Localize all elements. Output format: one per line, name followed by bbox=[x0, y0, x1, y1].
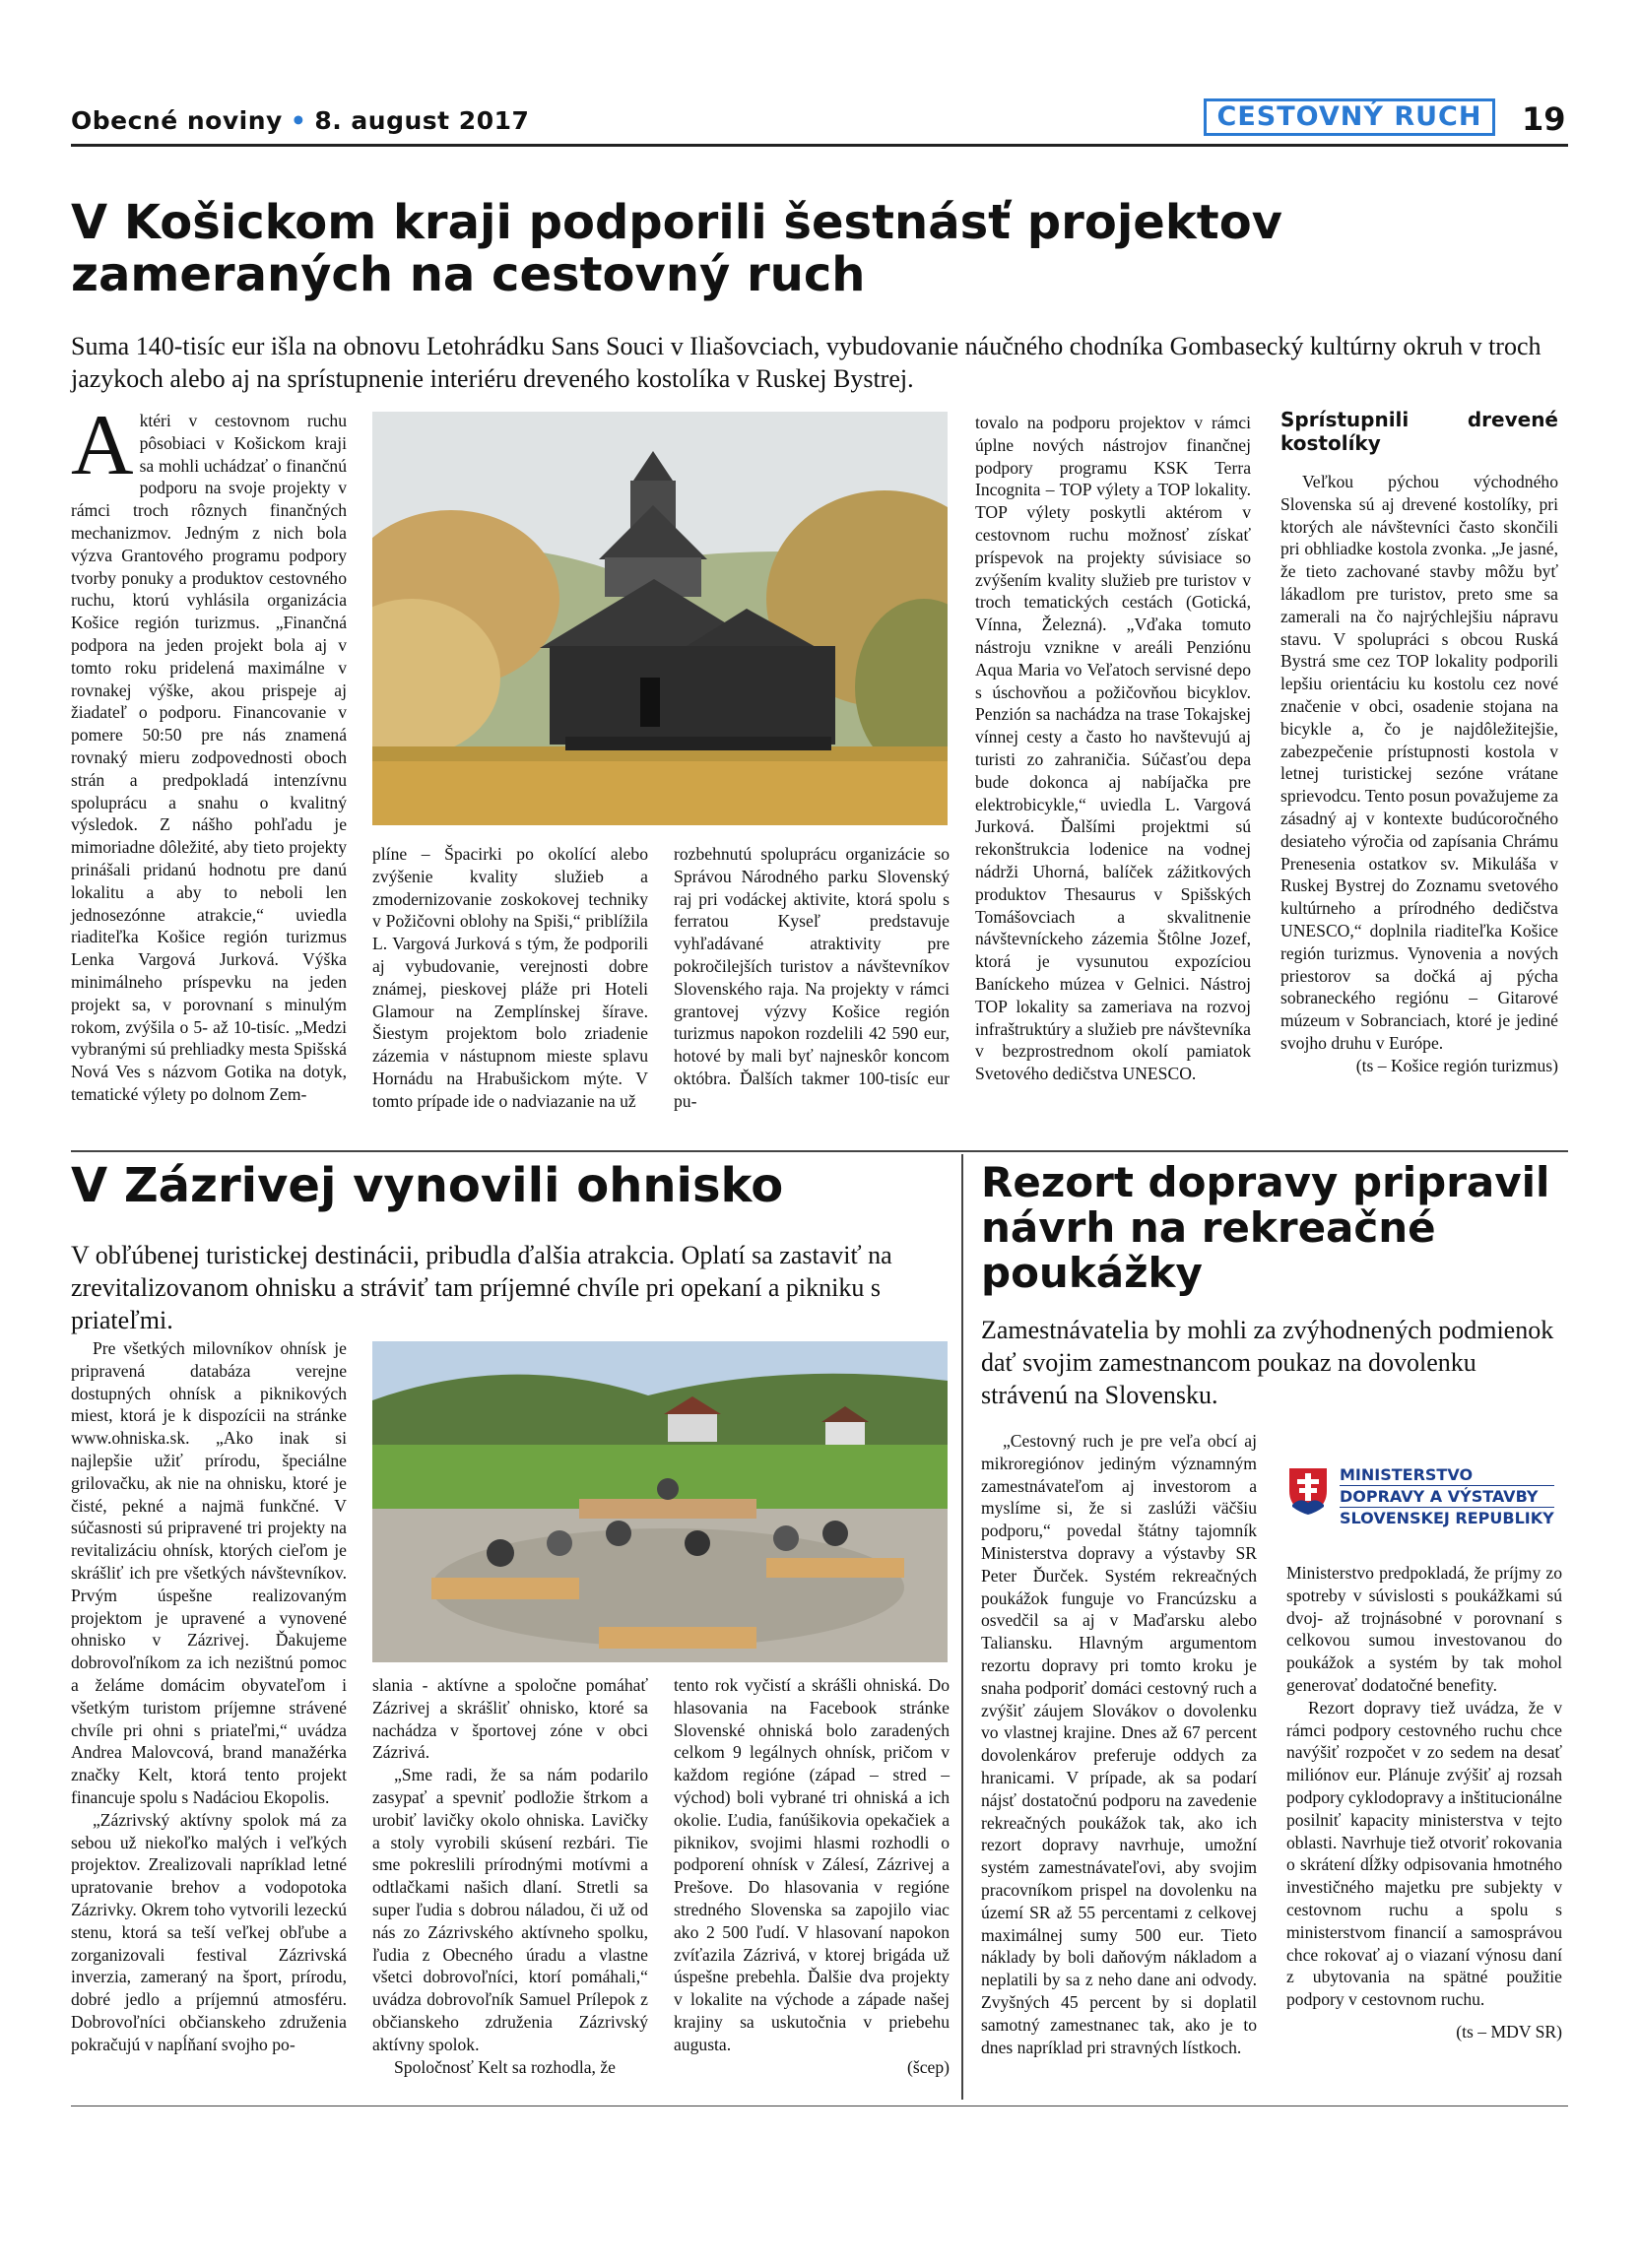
wooden-church-photo bbox=[372, 412, 948, 825]
bullet-separator: • bbox=[290, 106, 307, 135]
article3-col2-p1: Ministerstvo predpokladá, že príjmy zo spotreby v súvislosti s poukážkami sú dvoj- až trojnásobné v porovnaní s celkovou sumou investovanou do poukážok a systém by tak mohol generovať dodatočné benefity. bbox=[1286, 1563, 1562, 1695]
section-label: CESTOVNÝ RUCH bbox=[1204, 98, 1495, 136]
article2-column-2 bbox=[372, 1674, 648, 2078]
article2-col2-p1: slania - aktívne a spoločne pomáhať Zázrivej a skrášliť ohnisko, ktoré sa nachádza v športovej zóne v obci Zázrivá. bbox=[372, 1675, 648, 1763]
article1-col1-text: ktéri v cestovnom ruchu pôsobiaci v Košickom kraji sa mohli uchádzať o finančnú podporu na svoje projekty v rámci troch rôznych finančných mechanizmov. Jedným z nich bola výzva Grantového programu podpory tvorby ponuky a produktov cestovného ruchu, ktorú vyhlásila organizácia Košice región turizmus. „Finančná podpora na jeden projekt bola aj v tomto roku pridelená maximálne v rovnakej výške, akou prispeje aj žiadateľ o podporu. Financovanie v pomere 50:50 pre nás znamená rovnaký mieru zodpovednosti oboch strán a predpokladá intenzívnu spoluprácu a snahu o kvalitný výsledok. Z nášho pohľadu je mimoriadne dôležité, aby tieto projekty prinášali pridanú hodnotu pre danú lokalitu a aby to neboli len jednosezónne atrakcie,“ uviedla riaditeľka Košice región turizmus Lenka Vargová Jurková. Výška minimálneho príspevku na jeden projekt sa, v porovnaní s minulým rokom, zvýšila o 5- až 10-tisíc. „Medzi vybranými sú prehliadky mesta Spišská Nová Ves s názvom Gotika na dotyk, tematické výlety po dolnom Zem- bbox=[71, 411, 347, 1104]
drop-cap: A bbox=[71, 398, 134, 493]
article3-signature: (ts – MDV SR) bbox=[1456, 2021, 1562, 2041]
logo-line-3: SLOVENSKEJ REPUBLIKY bbox=[1340, 1509, 1554, 1527]
article1-signature: (ts – Košice región turizmus) bbox=[1355, 1055, 1558, 1075]
fireplace-photo bbox=[372, 1341, 948, 1662]
article3-col2-p2: Rezort dopravy tiež uvádza, že v rámci podpory cestovného ruchu chce navýšiť rozpočet v zo sedem na desať miliónov eur. Plánuje zvýšiť aj rozsah podpory cyklodopravy a inštitucionálne posilniť kapacity ministerstva v tejto oblasti. Navrhuje tiež otvoriť rokovania o skrátení dĺžky odpisovania hmotného investičného majetku pre subjekty v cestovnom ruchu a spolu s ministerstvom financií a samosprávou chce rokovať aj o viazaní výnosu daní z ubytovania na spätné použitie podpory v cestovnom ruchu. bbox=[1286, 1697, 1562, 2010]
sidebar-title: Sprístupnili drevené kostolíky bbox=[1280, 408, 1558, 455]
article3-lead: Zamestnávatelia by mohli za zvýhodnených podmienok dať svojim zamestnancom poukaz na dovolenku strávenú na Slovensku. bbox=[981, 1316, 1554, 1409]
section-divider bbox=[71, 1150, 1568, 1152]
ministry-logo-text bbox=[1340, 1465, 1554, 1529]
article2-col1-p1: Pre všetkých milovníkov ohnísk je pripravená databáza verejne dostupných ohnísk a piknikových miest, ktorá je k dispozícii na stránke www.ohniska.sk. „Ako inak si najlepšie užiť prírodu, špeciálne grilovačku, ak nie na ohnisku, ktoré je čisté, pekné a najmä funkčné. V súčasnosti sú pripravené tri projekty na revitalizáciu ohnísk, ktorých cieľom je skrášliť ich pre všetkých návštevníkov. Prvým úspešne realizovaným projektom je upravené a vynovené ohnisko v Zázrivej. Ďakujeme dobrovoľníkom za ich nezištnú pomoc a želáme domácim obyvateľom i všetkým turistom príjemne strávené chvíle pri ohni s priateľmi,“ uvádza Andrea Malovcová, brand manažérka značky Kelt, ktorá tento projekt financuje spolu s Nadáciou Ekopolis. bbox=[71, 1338, 347, 1807]
article1-column-2: plíne – Špacirki po okolící alebo zvýšenie kvality služieb a zmodernizovanie zoskokovej techniky v Požičovni oblohy na Spiši,“ priblížila L. Vargová Jurková s tým, že podporili aj vybudovanie, verejnosti dobre známej, pieskovej pláže pri Hoteli Glamour na Zemplínskej šírave. Šiestym projektom bolo zriadenie zázemia v nástupnom mieste splavu Hornádu na Hrabušickom mýte. V tomto prípade ide o nadviazanie na už bbox=[372, 844, 648, 1111]
article2-col2-p3: Spoločnosť Kelt sa rozhodla, že bbox=[394, 2056, 616, 2077]
sidebar-text: Veľkou pýchou východného Slovenska sú aj drevené kostolíky, pri ktorých ale návštevníci často skončili pri obhliadke kostola zvonka. „Je jasné, že tieto zachované stavby môžu byť lákadlom pre turistov, preto sme sa zamerali na čo najrýchlejšiu nápravu stavu. V spolupráci s obcou Ruská Bystrá sme cez TOP lokality podporili lepšiu orientáciu ku kostolu cez nové značenie v obci, osadenie stojana na bicykle a, čo je najdôležitejšie, zabezpečenie prístupnosti kostola v letnej turistickej sezóne vrátane sprievodcu. Tento posun považujeme za zásadný aj v kontexte budúcoročného desiateho výročia od zapísania Chrámu Prenesenia ostatkov sv. Mikuláša v Ruskej Bystrej do Zoznamu svetového kultúrneho a prírodného dedičstva UNESCO,“ doplnila riaditeľka Košice región turizmus. Vynovenia a nových priestorov sa dočká aj pýcha sobraneckého regiónu – Gitarové múzeum v Sobranciach, ktoré je jediné svojho druhu v Európe. bbox=[1280, 472, 1558, 1053]
publication-name: Obecné noviny bbox=[71, 106, 283, 135]
slovak-coat-of-arms-icon bbox=[1286, 1465, 1330, 1517]
article2-lead: V obľúbenej turistickej destinácii, pribudla ďalšia atrakcia. Oplatí sa zastaviť na zrevitalizovanom ohnisku a stráviť tam príjemné chvíle pri opekaní a pikniku s priateľmi. bbox=[71, 1241, 892, 1334]
ministry-logo bbox=[1286, 1465, 1562, 1529]
article2-title: V Zázrivej vynovili ohnisko bbox=[71, 1158, 784, 1213]
article2-signature: (šcep) bbox=[907, 2056, 950, 2077]
article2-col3-p1: tento rok vyčistí a skrášli ohniská. Do hlasovania na Facebook stránke Slovenské ohniská bolo zaradených celkom 9 legálnych ohnísk, pričom v každom regióne (západ – stred – východ) boli vybrané tri ohniská a ich okolie. Ľudia, fanúšikovia opekačiek a piknikov, svojimi hlasmi rozhodli o podporení ohnísk v Zálesí, Zázrivej a Prešove. Do hlasovania v regióne stredného Slovenska sa zapojilo viac ako 2 500 ľudí. V hlasovaní napokon zvíťazila Zázrivá, v ktorej brigáda už úspešne prebehla. Ďalšie dva projekty v lokalite na východe a západe našej krajiny sa uskutočnia v priebehu augusta. bbox=[674, 1675, 950, 2054]
fireplace-image bbox=[372, 1341, 948, 1662]
article1-sidebar bbox=[1280, 408, 1558, 1077]
article3-col1-text: „Cestovný ruch je pre veľa obcí aj mikroregiónov jediným významným zamestnávateľom aj investorom a myslíme si, že si zaslúži väčšiu podporu,“ povedal štátny tajomník Ministerstva dopravy a výstavby SR Peter Ďurček. Systém rekreačných poukážok funguje vo Francúzsku a osvedčil sa aj v Maďarsku alebo Taliansku. Hlavným argumentom rezortu dopravy pri tomto kroku je snaha podporiť domáci cestovný ruch a zvýšiť záujem Slovákov o dovolenku vo vlastnej krajine. Dnes až 67 percent dovolenkárov preferuje oddych za hranicami. V prípade, ak sa podarí nájsť dostatočnú podporu na zavedenie rekreačných poukážok tak, ako ich rezort dopravy navrhuje, umožní systém zamestnávateľovi, aby svojim pracovníkom prispel na dovolenku na území SR až 55 percentami z celkovej maximálnej sumy 500 eur. Tieto náklady by boli daňovým nákladom a neplatili by sa z neho dane ani odvody. Zvyšných 45 percent by si doplatil samotný zamestnanec tak, ako je to dnes napríklad pri stravných lístkoch. bbox=[981, 1431, 1257, 2057]
article1-column-3: rozbehnutú spoluprácu organizácie so Správou Národného parku Slovenský raj pri vodáckej aktivite, ktorá spolu s ferratou Kyseľ predstavuje vyhľadávané atraktivity pre pokročilejších turistov a návštevníkov Slovenského raja. Na projekty v rámci grantovej výzvy Košice región turizmus napokon rozdelili 42 590 eur, hotové by mali byť najneskôr koncom októbra. Ďalších takmer 100-tisíc eur pu- bbox=[674, 844, 950, 1111]
article1-column-1 bbox=[71, 398, 347, 1106]
article2-col1-p2: „Zázrivský aktívny spolok má za sebou už niekoľko malých i veľkých projektov. Zrealizovali napríklad letné upratovanie brehov a vodopotoka Zázrivky. Okrem toho vytvorili lezeckú stenu, ktorá sa teší veľkej obľube a zorganizovali festival Zázrivská inverzia, zameraný na šport, prírodu, dobré jedlo a príjemnú atmosféru. Dobrovoľníci občianskeho združenia pokračujú v napĺňaní svojho po- bbox=[71, 1809, 347, 2054]
logo-line-2: DOPRAVY A VÝSTAVBY bbox=[1340, 1487, 1554, 1508]
page-number: 19 bbox=[1522, 100, 1566, 138]
article1-title: V Košickom kraji podporili šestnásť projektov zameraných na cestovný ruch bbox=[71, 195, 1282, 302]
article2-column-3 bbox=[674, 1674, 950, 2078]
column-divider bbox=[961, 1154, 963, 2100]
article3-column-2 bbox=[1286, 1562, 1562, 2043]
issue-date: 8. august 2017 bbox=[314, 106, 530, 135]
article1-column-4: tovalo na podporu projektov v rámci úplne nových nástrojov finančnej podpory programu KSK Terra Incognita – TOP výlety a TOP lokality. TOP výlety poskytli aktérom v cestovnom ruchu možnosť získať príspevok na projekty súvisiace so zvýšením kvality služieb pre turistov v troch tematických cestách (Gotická, Vínna, Železná). „Vďaka tomuto nástroju vznikne v areáli Penziónu Aqua Maria vo Veľatoch servisné depo s úschovňou a požičovňou bicyklov. Penzión sa nachádza na trase Tokajskej vínnej cesty a často ho navštevujú aj turisti zo zahraničia. Súčasťou depa bude dokonca aj nabíjačka pre elektrobicykle,“ uviedla L. Vargová Jurková. Ďalšími projektmi sú rekonštrukcia lodenice na vodnej nádrži Uhorná, balíček zážitkových produktov Thesaurus v Spišských Tomášovciach a skvalitnenie návštevníckeho zázemia Štôlne Jozef, ktorá je vysunutou expozíciou Baníckeho múzea v Gelnici. Nástroj TOP lokality sa zameriava na rozvoj infraštruktúry a služieb pre návštevníka v bezprostrednom okolí pamiatok Svetového dedičstva UNESCO. bbox=[975, 413, 1251, 1084]
masthead bbox=[71, 106, 529, 135]
article3-title: Rezort dopravy pripravil návrh na rekreačné poukážky bbox=[981, 1158, 1550, 1298]
wooden-church-image bbox=[372, 412, 948, 825]
article2-col2-p2: „Sme radi, že sa nám podarilo zasypať a spevniť podložie štrkom a urobiť lavičky okolo ohniska. Lavičky a stoly vyrobili skúsení rezbári. Tie sme pokreslili prírodnými motívmi a odtlačkami našich dlaní. Stretli sa super ľudia s dobrou náladou, či už od nás zo Zázrivského aktívneho spolku, ľudia z Obecného úradu a vlastne všetci dobrovoľníci, ktorí pomáhali,“ uvádza dobrovoľník Samuel Prílepok z občianskeho združenia Zázrivský aktívny spolok. bbox=[372, 1765, 648, 2054]
logo-line-1: MINISTERSTVO bbox=[1340, 1465, 1554, 1486]
header-rule bbox=[71, 144, 1568, 147]
article3-column-1 bbox=[981, 1430, 1257, 2058]
article2-column-1 bbox=[71, 1337, 347, 2056]
article1-lead: Suma 140-tisíc eur išla na obnovu Letohrádku Sans Souci v Iliašovciach, vybudovanie náučného chodníka Gombasecký kultúrny okruh v troch jazykoch alebo aj na sprístupnenie interiéru dreveného kostolíka v Ruskej Bystrej. bbox=[71, 332, 1542, 393]
